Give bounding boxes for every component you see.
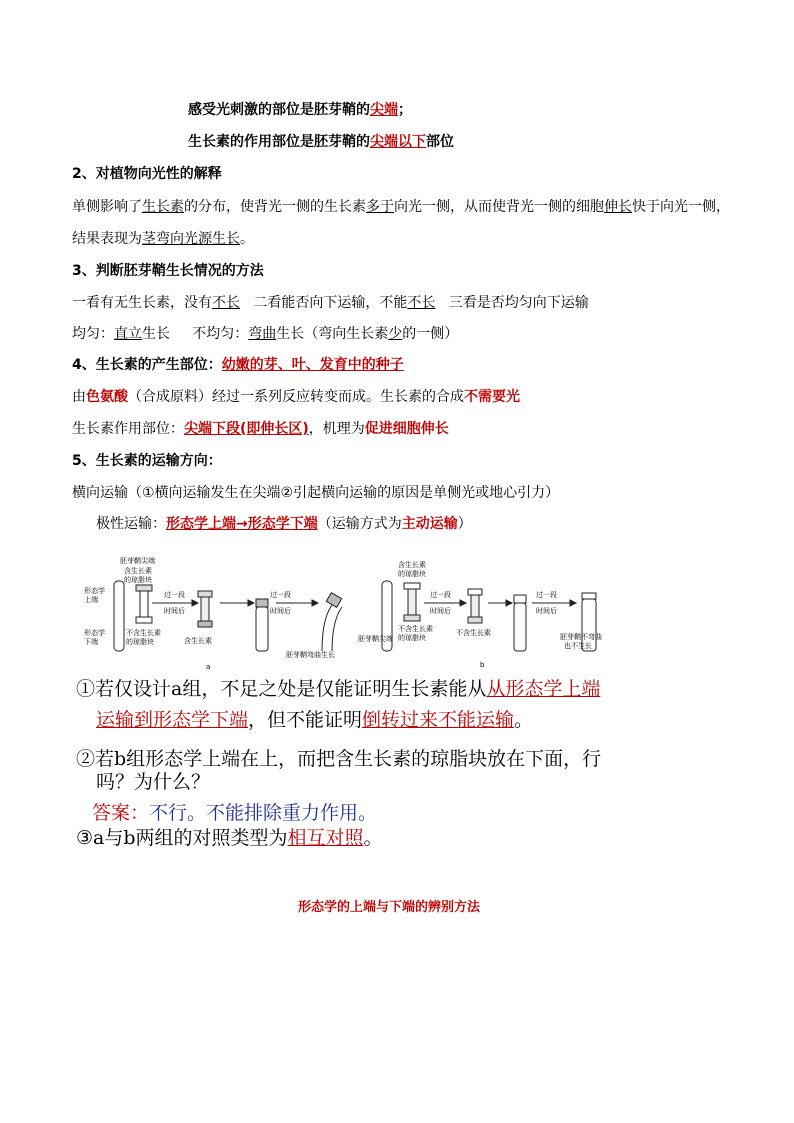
line-2 <box>188 133 454 151</box>
highlight-term: 幼嫩的芽、叶、发育中的种子 <box>221 357 404 373</box>
text: 极性运输： <box>96 516 166 532</box>
label: 时间后 <box>430 607 451 615</box>
paragraph-4-line-1 <box>72 388 520 406</box>
question-2-line-2: 吗？为什么？ <box>96 771 211 793</box>
label: 含生长素 <box>398 561 426 569</box>
text: （运输方式为 <box>317 516 402 532</box>
question-1-line-2 <box>96 708 533 732</box>
underlined-term: 不长 <box>212 295 240 311</box>
text: 的分布，使背光一侧的生长素 <box>184 199 366 215</box>
paragraph-2-line-2 <box>72 230 254 248</box>
text: ，机理为 <box>308 421 365 437</box>
question-3 <box>76 826 383 850</box>
text: 。 <box>240 231 254 247</box>
text: ③a与b两组的对照类型为 <box>76 827 288 849</box>
label: 胚芽鞘尖端 <box>358 635 393 643</box>
paragraph-3-line-1 <box>72 294 589 312</box>
text: 快于向光一侧， <box>632 199 730 215</box>
text: 部位 <box>426 134 454 150</box>
label: 过一段 <box>270 591 291 599</box>
underlined-term: 茎弯向光源生长 <box>142 231 240 247</box>
highlight-term: 主动运输 <box>401 516 458 532</box>
question-1-line-1 <box>76 677 600 701</box>
label: 过一段 <box>536 591 557 599</box>
text: ①若仅设计a组，不足之处是仅能证明生长素能从 <box>76 678 487 700</box>
answer-term: 运输到形态学下端 <box>96 709 249 731</box>
underlined-term: 伸长 <box>604 199 632 215</box>
paragraph-5-line-2 <box>96 515 472 533</box>
text: 生长素的作用部位是胚芽鞘的 <box>188 134 370 150</box>
text: （合成原料）经过一系列反应转变而成。生长素的合成 <box>128 389 464 405</box>
text: 生长素作用部位： <box>72 421 184 437</box>
label: 含生长素 <box>184 637 212 645</box>
text: 结果表现为 <box>72 231 142 247</box>
group-label-b: b <box>480 661 485 669</box>
heading-2: 2、对植物向光性的解释 <box>72 166 222 182</box>
underlined-term: 不长 <box>407 295 436 311</box>
text: 。 <box>363 827 383 849</box>
highlight-term: 尖端以下 <box>370 134 426 150</box>
label: 时间后 <box>270 607 291 615</box>
label: 含生长素 <box>124 567 152 575</box>
highlight-term: 色氨酸 <box>86 389 128 405</box>
question-2-line-1: ②若b组形态学上端在上，而把含生长素的琼脂块放在下面，行 <box>76 748 602 770</box>
coleoptile-tube-a <box>114 581 124 651</box>
text: 向光一侧，从而使背光一侧的细胞 <box>394 199 604 215</box>
coleoptile-segment <box>140 591 148 617</box>
label: 不含生长素 <box>456 629 491 637</box>
label: 形态学 <box>84 629 105 637</box>
heading-3: 3、判断胚芽鞘生长情况的方法 <box>72 263 264 279</box>
text: ； <box>398 102 412 118</box>
label: 上端 <box>84 596 98 604</box>
answer-text: 不行。不能排除重力作用。 <box>149 802 378 824</box>
answer-term: 倒转过来不能运输 <box>362 709 515 731</box>
answer-line <box>92 801 377 825</box>
group-label-a: a <box>206 663 211 671</box>
text: 单侧影响了 <box>72 199 142 215</box>
label: 下端 <box>84 638 98 646</box>
answer-label: 答案： <box>92 802 150 824</box>
underlined-term: 少 <box>388 326 403 342</box>
label: 胚芽鞘不弯曲 <box>560 633 602 641</box>
paragraph-2-line-1 <box>72 198 730 216</box>
text: 由 <box>72 389 86 405</box>
label: 的琼脂块 <box>398 570 426 578</box>
label: 的琼脂块 <box>126 638 154 646</box>
text: 。 <box>514 709 534 731</box>
text: 感受光刺激的部位是胚芽鞘的 <box>188 102 370 118</box>
text: 均匀： <box>72 326 114 342</box>
paragraph-3-line-2 <box>72 325 458 343</box>
highlight-term: 尖端 <box>370 102 398 118</box>
highlight-term: 尖端下段(即伸长区) <box>184 421 309 437</box>
label: 的琼脂块 <box>124 576 152 584</box>
answer-term: 相互对照 <box>287 827 364 849</box>
text: 生长 不均匀： <box>142 326 249 342</box>
text: 一看有无生长素，没有 <box>72 295 212 311</box>
agar-block <box>136 585 152 591</box>
underlined-term: 直立 <box>114 326 142 342</box>
text: 的一侧） <box>402 326 459 342</box>
highlight-term: 形态学上端→形态学下端 <box>166 516 318 532</box>
label: 胚芽鞘尖端 <box>120 557 155 565</box>
text: 二看能否向下运输，不能 <box>240 295 408 311</box>
text: ） <box>457 516 472 532</box>
underlined-term: 弯曲 <box>248 326 277 342</box>
label: 胚芽鞘弯曲生长 <box>286 651 335 659</box>
label: 过一段 <box>430 591 451 599</box>
label: 形态学 <box>84 587 105 595</box>
label: 也不生长 <box>564 642 592 650</box>
label: 不含生长素 <box>398 625 433 633</box>
line-1 <box>188 101 412 119</box>
label: 过一段 <box>164 591 185 599</box>
heading-5: 5、生长素的运输方向： <box>72 453 222 469</box>
text: 生长（弯向生长素 <box>276 326 389 342</box>
text: ，但不能证明 <box>248 709 363 731</box>
paragraph-5-line-1: 横向运输（①横向运输发生在尖端②引起横向运输的原因是单侧光或地心引力） <box>72 485 560 501</box>
heading-4 <box>72 356 404 374</box>
highlight-term: 促进细胞伸长 <box>364 421 449 437</box>
highlight-term: 不需要光 <box>464 389 520 405</box>
label: 时间后 <box>536 607 557 615</box>
section-footer-title: 形态学的上端与下端的辨别方法 <box>298 900 481 915</box>
label: 时间后 <box>164 607 185 615</box>
heading-text: 4、生长素的产生部位： <box>72 357 222 373</box>
underlined-term: 多于 <box>366 199 394 215</box>
underlined-term: 生长素 <box>142 199 184 215</box>
auxin-transport-diagram <box>80 555 640 671</box>
label: 的琼脂块 <box>398 634 426 642</box>
agar-block <box>136 617 152 623</box>
paragraph-4-line-2 <box>72 420 449 438</box>
answer-term: 从形态学上端 <box>486 678 601 700</box>
label: 不含生长素 <box>126 629 161 637</box>
text: 三看是否均匀向下运输 <box>435 295 589 311</box>
